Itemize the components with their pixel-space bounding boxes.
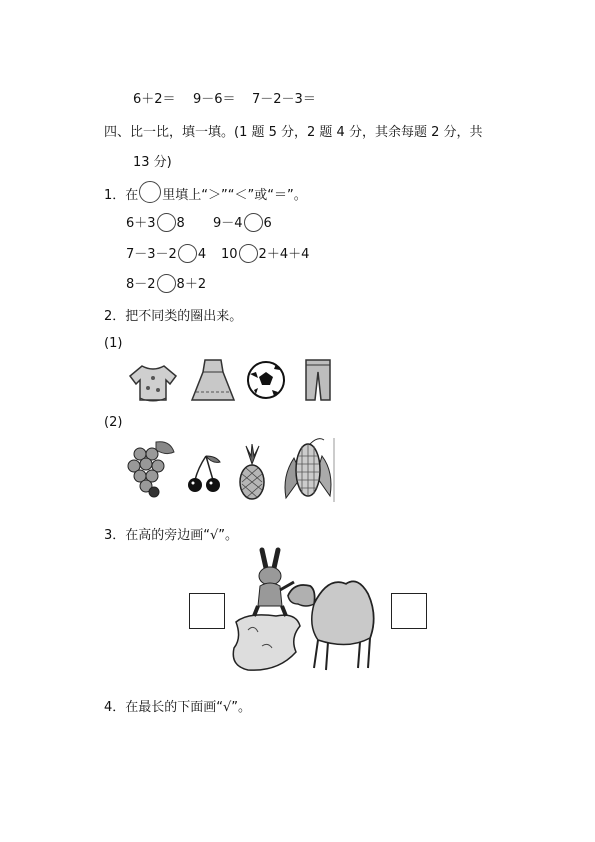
example-circle [139,181,161,203]
expr: 9－4 [213,216,243,231]
answer-circle[interactable] [157,213,176,232]
q3-title: 3．在高的旁边画“√”。 [104,528,239,543]
expr: 8－2 [126,277,156,292]
q4-title: 4．在最长的下面画“√”。 [104,700,252,715]
dress-icon[interactable] [190,358,236,404]
answer-circle[interactable] [239,244,258,263]
answer-circle[interactable] [178,244,197,263]
expr: 7－3－2 [126,247,177,262]
q1-title [104,181,307,203]
expr: 2＋4＋4 [258,247,310,262]
section-heading-cont: 13 分) [133,155,172,170]
pants-icon[interactable] [303,358,333,402]
q1-row-3 [126,273,206,293]
expr: 10 [221,247,238,262]
q1-row-2-right [221,243,309,263]
equation-1: 6＋2＝ [133,92,176,107]
q1-row-1-right [213,212,272,232]
q1-prefix: 1．在 [104,188,139,203]
cherries-icon[interactable] [186,454,222,494]
q1-row-1-left [126,212,185,232]
equation-2: 9－6＝ [193,92,236,107]
q1-suffix: 里填上“＞”“＜”或“＝”。 [162,188,307,203]
pineapple-icon[interactable] [236,444,268,500]
expr: 6 [263,216,272,231]
expr: 4 [197,247,207,262]
q1-row-2-left [126,243,206,263]
rabbit-and-camel-illustration [228,546,384,676]
corn-icon[interactable] [280,436,336,502]
answer-circle[interactable] [157,274,176,293]
answer-box-right[interactable] [391,593,427,629]
expr: 6＋3 [126,216,156,231]
soccer-ball-icon[interactable] [246,360,286,400]
rabbit-shape [254,550,294,616]
expr: 8 [176,216,185,231]
q2-title: 2．把不同类的圈出来。 [104,309,243,324]
q2-part1-label: (1) [104,336,123,351]
answer-box-left[interactable] [189,593,225,629]
equation-3: 7－2－3＝ [252,92,316,107]
shirt-icon[interactable] [126,360,180,404]
rock-shape [233,615,300,670]
answer-circle[interactable] [244,213,263,232]
expr: 8＋2 [176,277,207,292]
q2-part2-label: (2) [104,415,123,430]
section-heading: 四、比一比，填一填。(1 题 5 分，2 题 4 分，其余每题 2 分，共 [104,125,483,140]
camel-shape [288,582,374,670]
grapes-icon[interactable] [126,438,178,502]
